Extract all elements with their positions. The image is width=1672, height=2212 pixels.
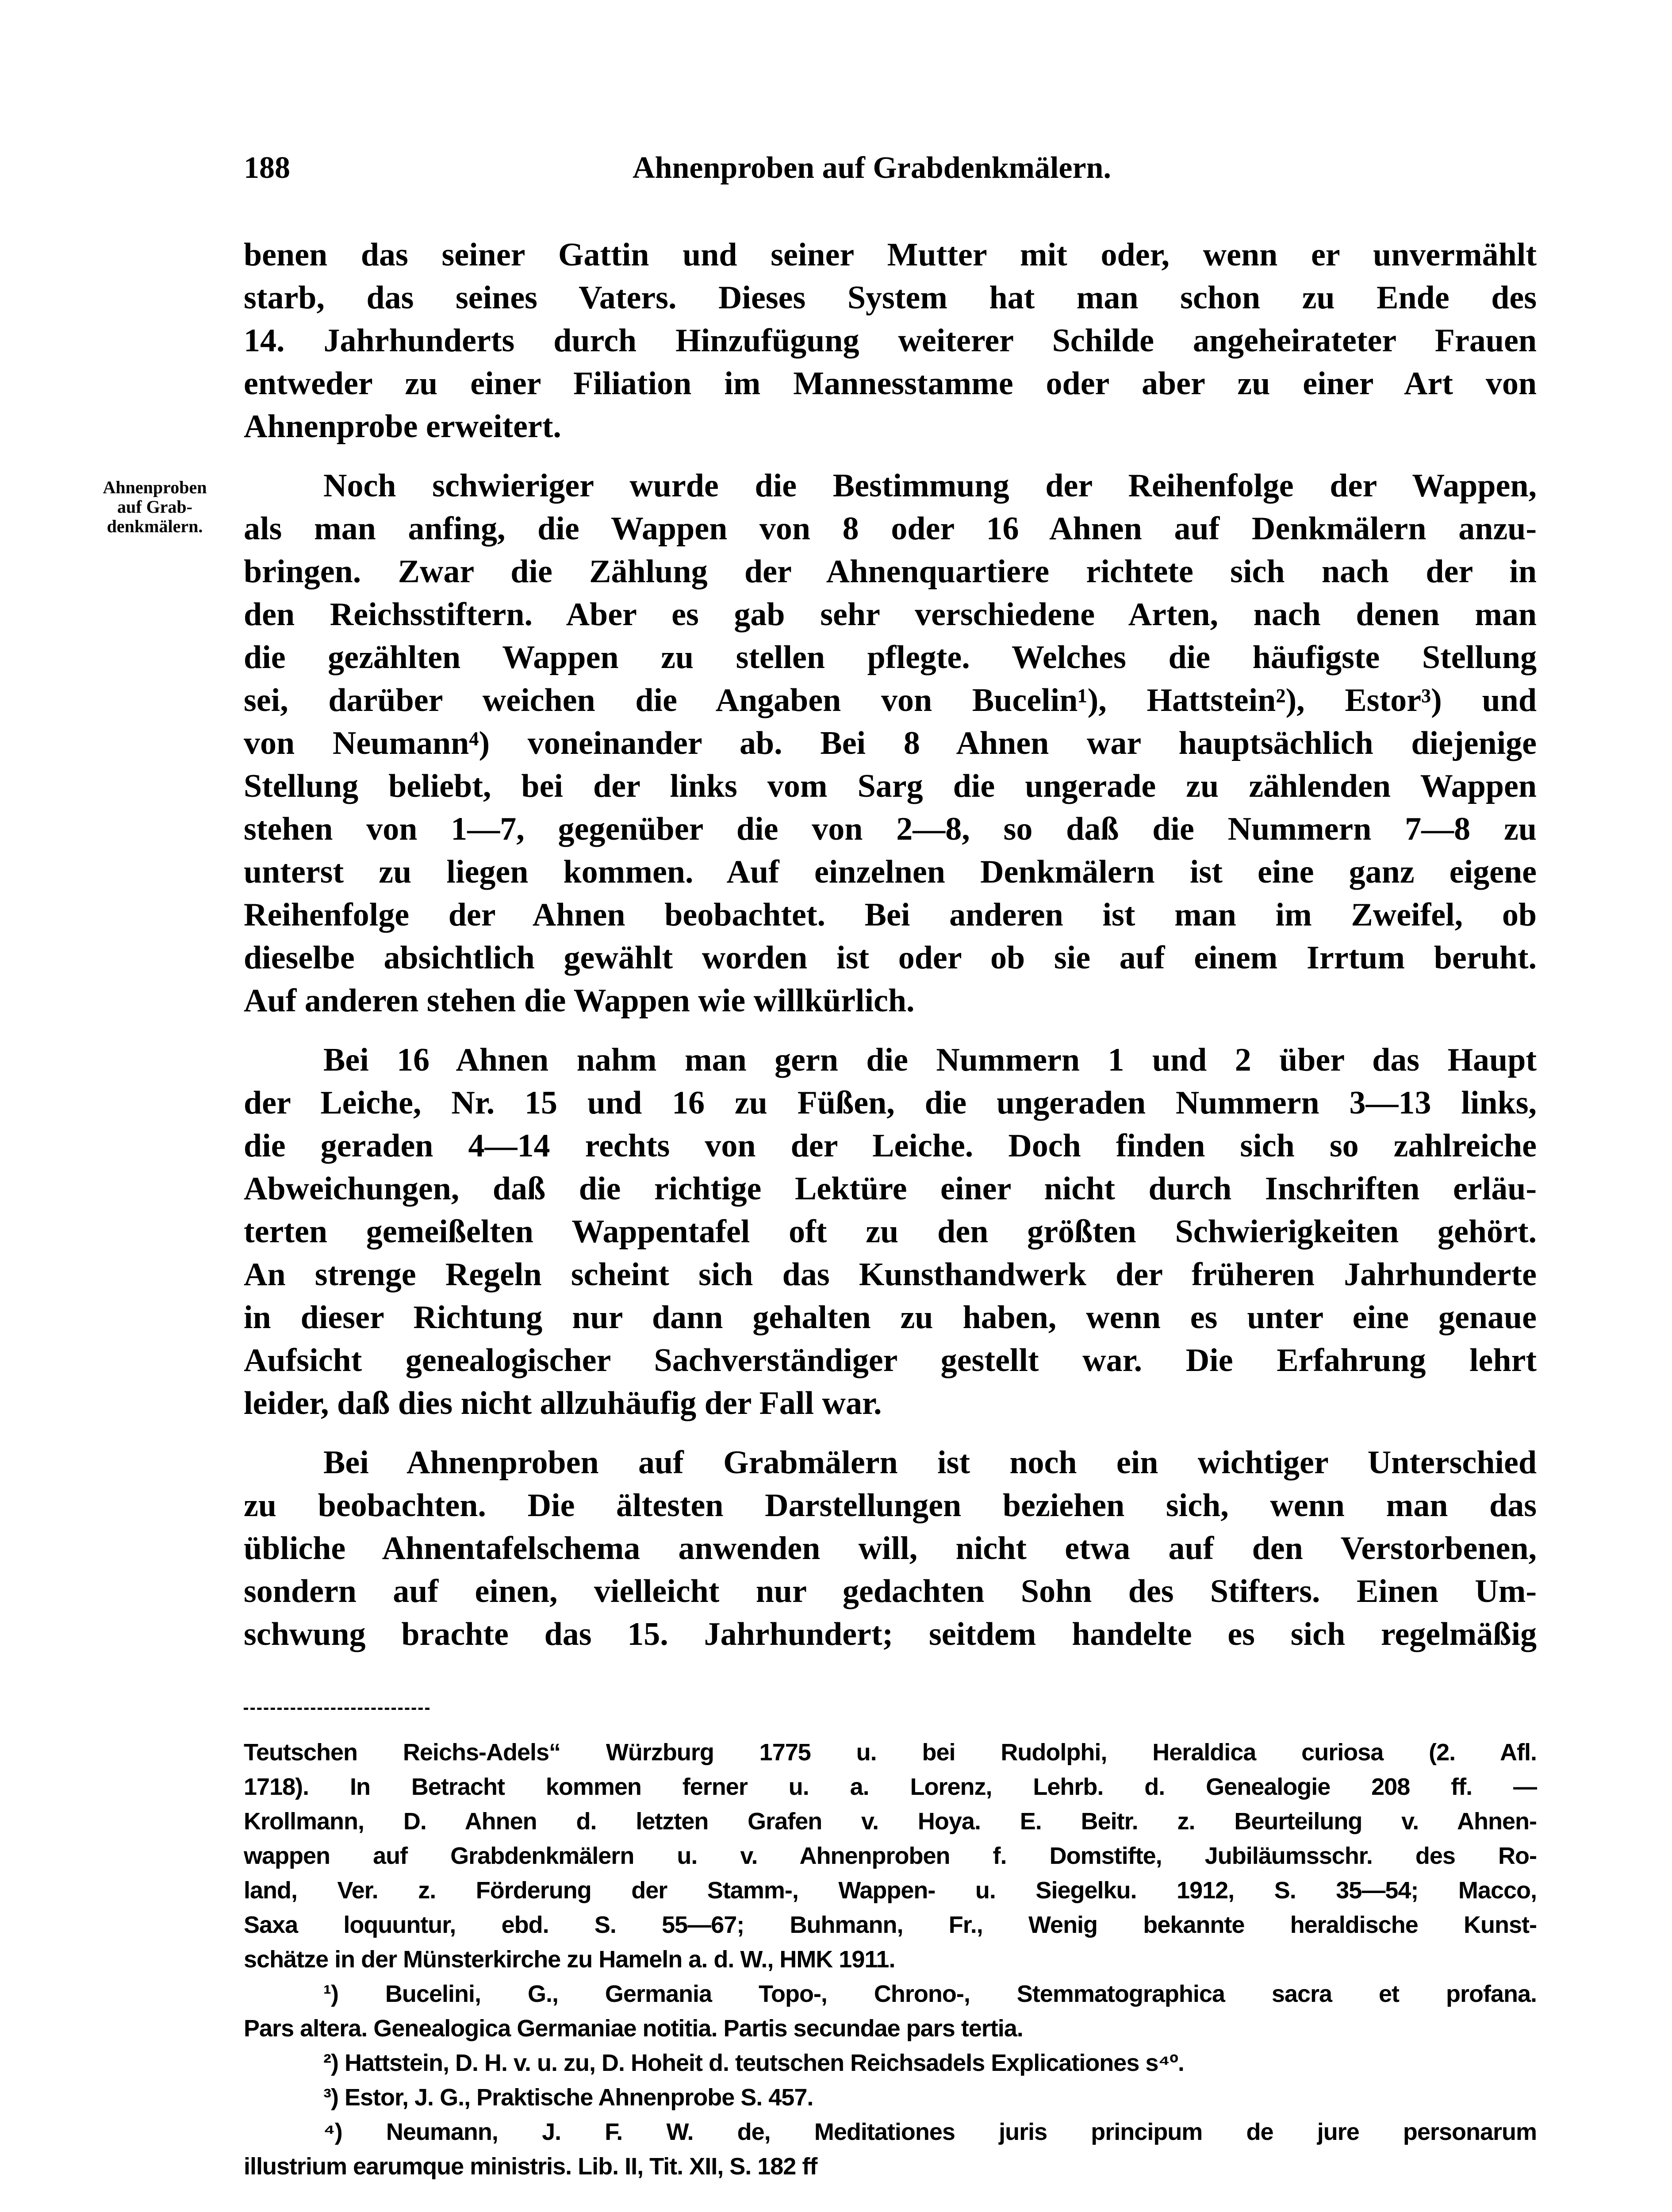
footnote-line: 1718). In Betracht kommen ferner u. a. Lorenz, Lehrb. d. Genealogie 208 ff. — xyxy=(244,1774,1537,1800)
body-line: sondern auf einen, vielleicht nur gedachten Sohn des Stifters. Einen Um- xyxy=(244,1573,1537,1609)
footnote-line: Krollmann, D. Ahnen d. letzten Grafen v. Hoya. E. Beitr. z. Beurteilung v. Ahnen- xyxy=(244,1808,1537,1835)
footnote-line: ⁴) Neumann, J. F. W. de, Meditationes juris principum de jure personarum xyxy=(323,2119,1537,2145)
footnote-line: schätze in der Münsterkirche zu Hameln a. d. W., HMK 1911. xyxy=(244,1946,895,1973)
footnote-line: illustrium earumque ministris. Lib. II, Tit. XII, S. 182 ff xyxy=(244,2153,817,2180)
footnote-line: wappen auf Grabdenkmälern u. v. Ahnenproben f. Domstifte, Jubiläumsschr. des Ro- xyxy=(244,1843,1537,1869)
body-line: übliche Ahnentafelschema anwenden will, nicht etwa auf den Verstorbenen, xyxy=(244,1530,1537,1567)
body-line: 14. Jahrhunderts durch Hinzufügung weiterer Schilde angeheirateter Frauen xyxy=(244,323,1537,359)
body-line: in dieser Richtung nur dann gehalten zu haben, wenn es unter eine genaue xyxy=(244,1299,1537,1336)
body-line: den Reichsstiftern. Aber es gab sehr verschiedene Arten, nach denen man xyxy=(244,596,1537,633)
footnote-line: land, Ver. z. Förderung der Stamm-, Wappen- u. Siegelku. 1912, S. 35—54; Macco, xyxy=(244,1877,1537,1904)
page-number: 188 xyxy=(244,151,290,185)
body-line: stehen von 1—7, gegenüber die von 2—8, so daß die Nummern 7—8 zu xyxy=(244,811,1537,847)
body-line: Bei Ahnenproben auf Grabmälern ist noch ein wichtiger Unterschied xyxy=(323,1444,1537,1481)
footnote-line: ³) Estor, J. G., Praktische Ahnenprobe S. 457. xyxy=(323,2084,813,2111)
body-line: als man anfing, die Wappen von 8 oder 16 Ahnen auf Denkmälern anzu- xyxy=(244,511,1537,547)
running-title: Ahnenproben auf Grabdenkmälern. xyxy=(633,151,1111,185)
footnote-separator xyxy=(244,1708,430,1710)
body-line: Reihenfolge der Ahnen beobachtet. Bei anderen ist man im Zweifel, ob xyxy=(244,897,1537,933)
footnote-line: Pars altera. Genealogica Germaniae notitia. Partis secundae pars tertia. xyxy=(244,2015,1023,2042)
margin-note-line: auf Grab- xyxy=(117,497,192,517)
body-line: Ahnenprobe erweitert. xyxy=(244,408,561,445)
margin-note-line: denkmälern. xyxy=(107,516,203,536)
body-line: Abweichungen, daß die richtige Lektüre einer nicht durch Inschriften erläu- xyxy=(244,1171,1537,1207)
body-line: die geraden 4—14 rechts von der Leiche. Doch finden sich so zahlreiche xyxy=(244,1128,1537,1164)
body-line: starb, das seines Vaters. Dieses System hat man schon zu Ende des xyxy=(244,280,1537,316)
body-line: der Leiche, Nr. 15 und 16 zu Füßen, die ungeraden Nummern 3—13 links, xyxy=(244,1085,1537,1121)
body-line: unterst zu liegen kommen. Auf einzelnen Denkmälern ist eine ganz eigene xyxy=(244,854,1537,890)
body-line: benen das seiner Gattin und seiner Mutter mit oder, wenn er unvermählt xyxy=(244,237,1537,273)
footnote-line: ¹) Bucelini, G., Germania Topo-, Chrono-, Stemmatographica sacra et profana. xyxy=(323,1981,1537,2007)
body-line: dieselbe absichtlich gewählt worden ist oder ob sie auf einem Irrtum beruht. xyxy=(244,940,1537,976)
body-line: leider, daß dies nicht allzuhäufig der Fall war. xyxy=(244,1385,882,1421)
body-line: Noch schwieriger wurde die Bestimmung der Reihenfolge der Wappen, xyxy=(323,468,1537,504)
body-line: von Neumann⁴) voneinander ab. Bei 8 Ahnen war hauptsächlich diejenige xyxy=(244,725,1537,761)
body-line: die gezählten Wappen zu stellen pflegte. Welches die häufigste Stellung xyxy=(244,639,1537,676)
body-line: Bei 16 Ahnen nahm man gern die Nummern 1 und 2 über das Haupt xyxy=(323,1042,1537,1078)
body-line: sei, darüber weichen die Angaben von Bucelin¹), Hattstein²), Estor³) und xyxy=(244,682,1537,718)
body-line: entweder zu einer Filiation im Mannesstamme oder aber zu einer Art von xyxy=(244,365,1537,402)
body-line: terten gemeißelten Wappentafel oft zu den größten Schwierigkeiten gehört. xyxy=(244,1214,1537,1250)
footnote-line: Teutschen Reichs-Adels“ Würzburg 1775 u. bei Rudolphi, Heraldica curiosa (2. Afl. xyxy=(244,1739,1537,1766)
body-line: Auf anderen stehen die Wappen wie willkürlich. xyxy=(244,983,915,1019)
footnote-line: ²) Hattstein, D. H. v. u. zu, D. Hoheit d. teutschen Reichsadels Explicationes s⁴º. xyxy=(323,2050,1184,2076)
footnote-line: Saxa loquuntur, ebd. S. 55—67; Buhmann, Fr., Wenig bekannte heraldische Kunst- xyxy=(244,1912,1537,1938)
body-line: bringen. Zwar die Zählung der Ahnenquartiere richtete sich nach der in xyxy=(244,553,1537,590)
body-line: An strenge Regeln scheint sich das Kunsthandwerk der früheren Jahrhunderte xyxy=(244,1256,1537,1293)
margin-note xyxy=(51,478,259,536)
body-line: zu beobachten. Die ältesten Darstellungen beziehen sich, wenn man das xyxy=(244,1487,1537,1524)
body-line: Aufsicht genealogischer Sachverständiger gestellt war. Die Erfahrung lehrt xyxy=(244,1342,1537,1379)
body-line: Stellung beliebt, bei der links vom Sarg die ungerade zu zählenden Wappen xyxy=(244,768,1537,804)
body-line: schwung brachte das 15. Jahrhundert; seitdem handelte es sich regelmäßig xyxy=(244,1616,1537,1652)
margin-note-line: Ahnenproben xyxy=(103,477,207,497)
